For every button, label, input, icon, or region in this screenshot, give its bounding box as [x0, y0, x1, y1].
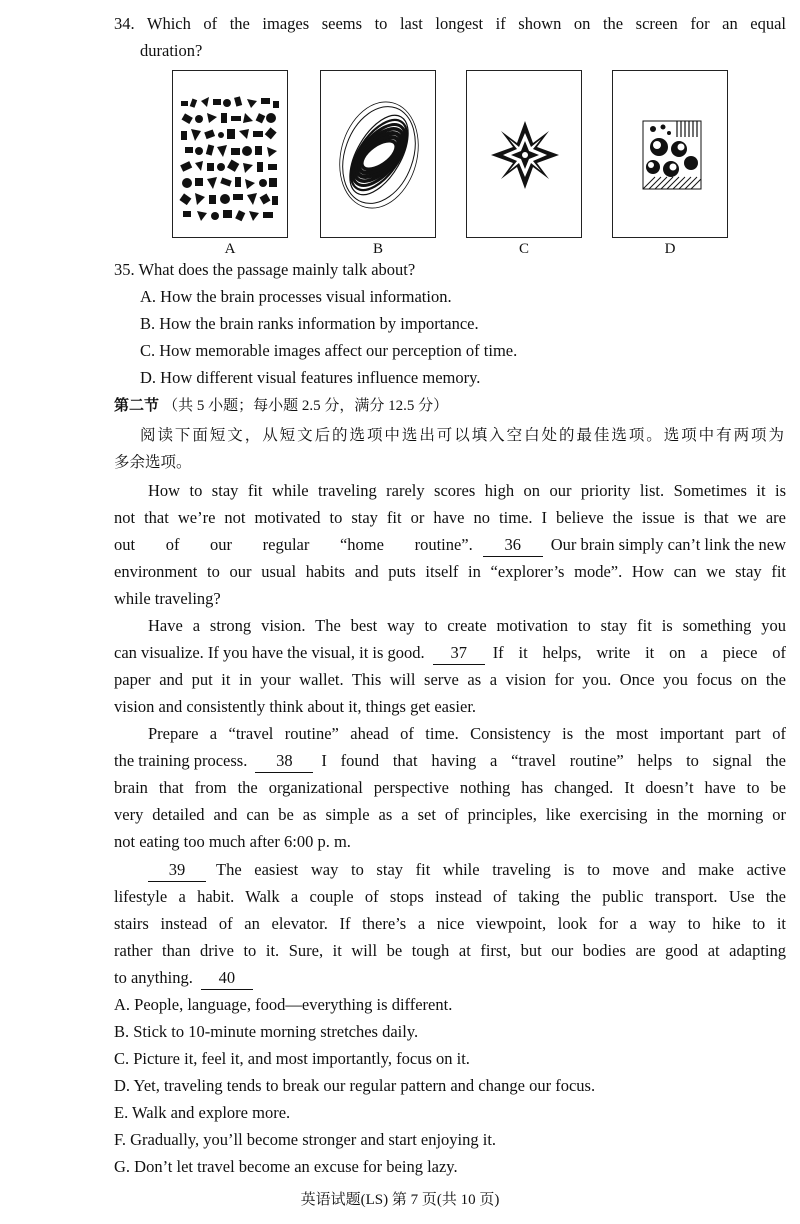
option-a: A. People, language, food—everything is different.	[114, 995, 453, 1014]
p3-line1: Prepare a “travel routine” ahead of time. Consistency is the most important part of	[148, 724, 786, 743]
section-header	[114, 391, 448, 420]
p1-line2: not that we’re not motivated to stay fit or have no time. I believe the issue is that we are	[114, 508, 786, 527]
p1-line3	[114, 531, 786, 558]
figure-a-label: A	[224, 241, 236, 257]
q35-choice-a: A. How the brain processes visual information.	[140, 287, 452, 306]
p4-line1	[148, 856, 786, 883]
p4-line3: stairs instead of an elevator. If there’s a nice viewpoint, look for a way to hike to it	[114, 914, 786, 933]
figure-c-star-pattern	[467, 71, 583, 239]
q35-choice-d: D. How different visual features influence memory.	[140, 368, 481, 387]
section-instructions-line1: 阅读下面短文，从短文后的选项中选出可以填入空白处的最佳选项。选项中有两项为	[140, 427, 784, 444]
p3-line2	[114, 747, 786, 774]
p4-line4: rather than drive to it. Sure, it will be tough at first, but our bodies are good at adapting	[114, 941, 786, 960]
figure-c	[466, 70, 582, 238]
p4-line1-text: The easiest way to stay fit while traveling is to move and make active	[216, 860, 786, 879]
p3-line3: brain that from the organizational perspective nothing has changed. It doesn’t have to be	[114, 778, 786, 797]
section-note: （共 5 小题；每小题 2.5 分，满分 12.5 分）	[163, 398, 449, 414]
option-d: D. Yet, traveling tends to break our regular pattern and change our focus.	[114, 1076, 596, 1095]
figure-b-twisted-arcs	[321, 71, 437, 239]
q35-choice-c: C. How memorable images affect our perception of time.	[140, 341, 518, 360]
option-b: B. Stick to 10-minute morning stretches daily.	[114, 1022, 419, 1041]
section-instructions-line2: 多余选项。	[114, 454, 192, 471]
p1-line3-end: Our brain simply can’t link the new	[550, 535, 786, 554]
p2-line2	[114, 639, 786, 666]
option-g: G. Don’t let travel become an excuse for being lazy.	[114, 1157, 458, 1176]
figure-b-label: B	[372, 241, 383, 257]
section-title: 第二节	[114, 396, 160, 414]
blank-36[interactable]: 36	[483, 535, 543, 557]
p3-line2-start: the training process.	[114, 751, 248, 770]
figure-d-textured-block	[613, 71, 729, 239]
blank-39[interactable]: 39	[148, 860, 206, 882]
p1-line4: environment to our usual habits and puts itself in “explorer’s mode”. How can we stay fit	[114, 562, 786, 581]
page-footer: 英语试题(LS) 第 7 页(共 10 页)	[300, 1192, 500, 1208]
p2-line1: Have a strong vision. The best way to create motivation to stay fit is something you	[148, 616, 786, 635]
blank-38[interactable]: 38	[255, 751, 313, 773]
blank-40[interactable]: 40	[201, 968, 253, 990]
p1-line5: while traveling?	[114, 589, 221, 608]
q35-stem: 35. What does the passage mainly talk about?	[114, 260, 416, 279]
p1-line1: How to stay fit while traveling rarely scores high on our priority list. Sometimes it is	[148, 481, 786, 500]
figure-a-scattered-shapes	[173, 71, 289, 239]
option-e: E. Walk and explore more.	[114, 1103, 291, 1122]
figure-d	[612, 70, 728, 238]
blank-37[interactable]: 37	[433, 643, 485, 665]
p3-line4: very detailed and can be as simple as a set of principles, like exercising in the morning or	[114, 805, 786, 824]
option-c: C. Picture it, feel it, and most importantly, focus on it.	[114, 1049, 470, 1068]
q34-stem-line2: duration?	[140, 41, 203, 60]
p2-line4: vision and consistently think about it, things get easier.	[114, 697, 477, 716]
option-f: F. Gradually, you’ll become stronger and start enjoying it.	[114, 1130, 497, 1149]
p3-line5: not eating too much after 6:00 p. m.	[114, 832, 351, 851]
figure-a	[172, 70, 288, 238]
p2-line2-end: If it helps, write it on a piece of	[492, 643, 786, 662]
p3-line2-end: I found that having a “travel routine” helps to signal the	[321, 751, 786, 770]
q34-stem-line1: 34. Which of the images seems to last longest if shown on the screen for an equal	[114, 14, 786, 33]
q35-choice-b: B. How the brain ranks information by importance.	[140, 314, 479, 333]
figure-d-label: D	[664, 241, 676, 257]
p1-line3-start: out of our regular “home routine”.	[114, 535, 473, 554]
p2-line3: paper and put it in your wallet. This will serve as a vision for you. Once you focus on the	[114, 670, 786, 689]
figure-c-label: C	[518, 241, 529, 257]
p4-line2: lifestyle a habit. Walk a couple of stops instead of taking the public transport. Use the	[114, 887, 786, 906]
p4-line5	[114, 964, 253, 991]
figure-b	[320, 70, 436, 238]
p4-line5-text: to anything.	[114, 968, 193, 987]
q34-figures	[172, 70, 732, 260]
p2-line2-start: can visualize. If you have the visual, it is good.	[114, 643, 425, 662]
